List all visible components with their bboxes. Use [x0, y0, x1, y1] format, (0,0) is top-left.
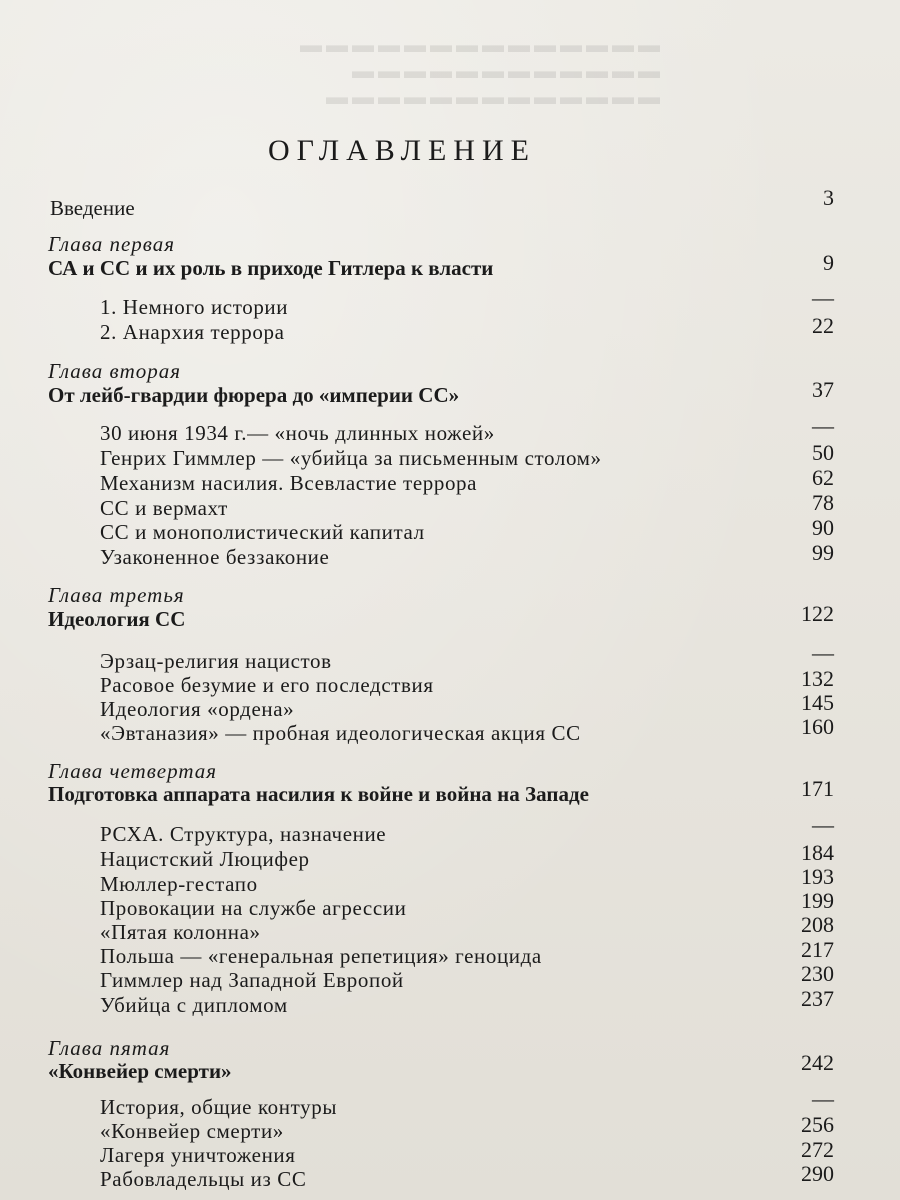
section-page: 290: [801, 1161, 834, 1186]
section-title: 1. Немного истории: [100, 295, 289, 319]
chapter-label: Глава вторая: [48, 359, 182, 383]
section-page: 50: [812, 440, 834, 465]
section-title: Идеология «ордена»: [100, 697, 295, 721]
chapter-page: 122: [801, 601, 834, 626]
section-title: Расовое безумие и его последствия: [100, 673, 434, 697]
section-title: Гиммлер над Западной Европой: [100, 968, 404, 992]
section-title: История, общие контуры: [100, 1095, 338, 1119]
section-title: Рабовладельцы из СС: [100, 1167, 307, 1191]
section-page: —: [812, 640, 834, 665]
section-page: 145: [801, 690, 834, 715]
chapter-label: Глава четвертая: [48, 759, 218, 783]
section-title: СС и вермахт: [100, 496, 228, 520]
section-page: 230: [801, 961, 834, 986]
section-page: 184: [801, 840, 834, 865]
section-title: Нацистский Люцифер: [100, 847, 310, 871]
section-title: Генрих Гиммлер — «убийца за письменным столом»: [100, 446, 602, 470]
chapter-title: СА и СС и их роль в приходе Гитлера к власти: [48, 256, 494, 280]
section-page: —: [812, 1086, 834, 1111]
chapter-label: Глава первая: [48, 232, 176, 256]
section-page: —: [812, 812, 834, 837]
section-page: —: [812, 285, 834, 310]
chapter-page: 9: [823, 250, 834, 275]
chapter-title: «Конвейер смерти»: [48, 1059, 232, 1083]
section-page: 78: [812, 490, 834, 515]
chapter-label: Глава третья: [48, 583, 185, 607]
section-page: 237: [801, 986, 834, 1011]
section-page: 62: [812, 465, 834, 490]
section-title: Лагеря уничтожения: [100, 1143, 296, 1167]
section-title: Узаконенное беззаконие: [100, 545, 330, 569]
section-page: 193: [801, 864, 834, 889]
section-title: «Пятая колонна»: [100, 920, 261, 944]
section-title: Механизм насилия. Всевластие террора: [100, 471, 478, 495]
section-page: 90: [812, 515, 834, 540]
section-page: 160: [801, 714, 834, 739]
section-title: РСХА. Структура, назначение: [100, 822, 387, 846]
section-title: 30 июня 1934 г.— «ночь длинных ножей»: [100, 421, 495, 445]
section-page: 99: [812, 540, 834, 565]
section-page: 132: [801, 666, 834, 691]
section-title: Мюллер-гестапо: [100, 872, 258, 896]
chapter-page: 171: [801, 776, 834, 801]
section-page: 272: [801, 1137, 834, 1162]
intro-entry-title: Введение: [50, 196, 135, 220]
section-title: СС и монополистический капитал: [100, 520, 425, 544]
section-title: Убийца с дипломом: [100, 993, 288, 1017]
section-title: Провокации на службе агрессии: [100, 896, 407, 920]
chapter-title: Идеология СС: [48, 607, 186, 631]
section-page: 208: [801, 912, 834, 937]
bleed-through-text: ▬▬▬▬▬▬▬▬▬▬▬▬▬▬ ▬▬▬▬▬▬▬▬▬▬▬▬ ▬▬▬▬▬▬▬▬▬▬▬▬▬: [296, 32, 660, 109]
section-page: —: [812, 413, 834, 438]
chapter-page: 37: [812, 377, 834, 402]
section-page: 199: [801, 888, 834, 913]
section-title: Эрзац-религия нацистов: [100, 649, 332, 673]
chapter-label: Глава пятая: [48, 1036, 171, 1060]
section-title: «Эвтаназия» — пробная идеологическая акция СС: [100, 721, 581, 745]
section-page: 256: [801, 1112, 834, 1137]
chapter-page: 242: [801, 1050, 834, 1075]
page-title: ОГЛАВЛЕНИЕ: [268, 134, 536, 167]
intro-entry-page: 3: [823, 185, 834, 210]
section-title: «Конвейер смерти»: [100, 1119, 284, 1143]
chapter-title: От лейб-гвардии фюрера до «империи СС»: [48, 383, 460, 407]
section-title: 2. Анархия террора: [100, 320, 285, 344]
section-title: Польша — «генеральная репетиция» геноцида: [100, 944, 542, 968]
chapter-title: Подготовка аппарата насилия к войне и война на Западе: [48, 782, 589, 806]
section-page: 217: [801, 937, 834, 962]
section-page: 22: [812, 313, 834, 338]
